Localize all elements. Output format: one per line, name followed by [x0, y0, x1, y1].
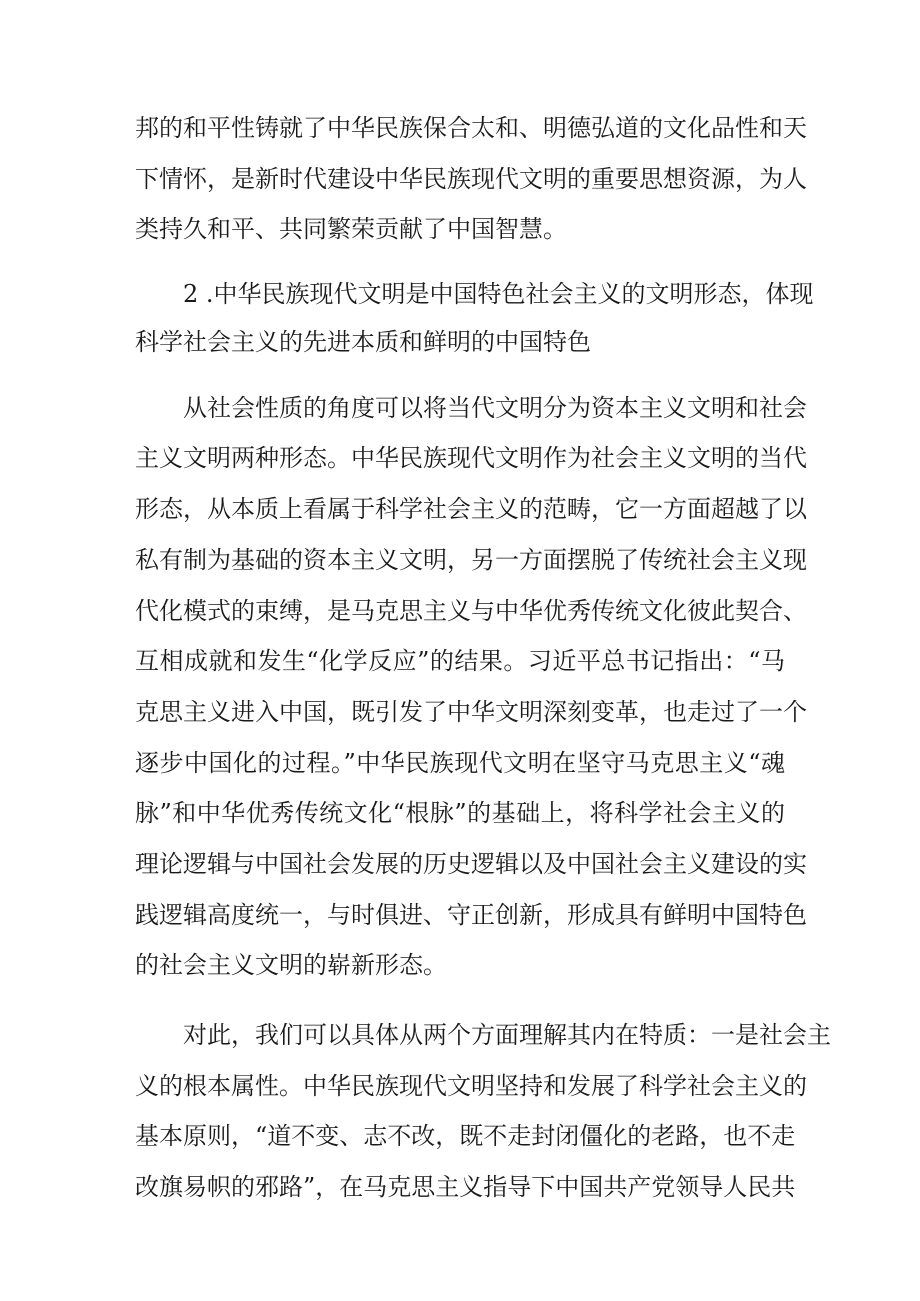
paragraph-1-line-3: 类持久和平、共同繁荣贡献了中国智慧。 — [135, 215, 567, 243]
paragraph-3-line-4: 私有制为基础的资本主义文明，另一方面摆脱了传统社会主义现 — [135, 546, 807, 574]
paragraph-3-line-2: 主义文明两种形态。中华民族现代文明作为社会主义文明的当代 — [135, 444, 807, 472]
paragraph-1-line-1: 邦的和平性铸就了中华民族保合太和、明德弘道的文化品性和天 — [135, 114, 807, 142]
paragraph-3-line-10: 理论逻辑与中国社会发展的历史逻辑以及中国社会主义建设的实 — [135, 850, 807, 878]
paragraph-3-line-9: 脉”和中华优秀传统文化“根脉”的基础上，将科学社会主义的 — [135, 799, 785, 827]
paragraph-3-line-12: 的社会主义文明的崭新形态。 — [135, 951, 447, 979]
paragraph-3-line-6: 互相成就和发生“化学反应”的结果。习近平总书记指出：“马 — [135, 647, 785, 675]
section-heading-line-1: 2 .中华民族现代文明是中国特色社会主义的文明形态，体现 — [183, 280, 814, 308]
paragraph-3-line-1: 从社会性质的角度可以将当代文明分为资本主义文明和社会 — [183, 394, 807, 422]
paragraph-1-line-2: 下情怀，是新时代建设中华民族现代文明的重要思想资源，为人 — [135, 165, 807, 193]
paragraph-3-line-3: 形态，从本质上看属于科学社会主义的范畴，它一方面超越了以 — [135, 495, 807, 523]
paragraph-3-line-8: 逐步中国化的过程。”中华民族现代文明在坚守马克思主义“魂 — [135, 749, 785, 777]
paragraph-4-line-2: 义的根本属性。中华民族现代文明坚持和发展了科学社会主义的 — [135, 1072, 807, 1100]
paragraph-4-line-4: 改旗易帜的邪路”，在马克思主义指导下中国共产党领导人民共 — [135, 1173, 796, 1201]
paragraph-3-line-11: 践逻辑高度统一，与时俱进、守正创新，形成具有鲜明中国特色 — [135, 901, 807, 929]
paragraph-4-line-3: 基本原则，“道不变、志不改，既不走封闭僵化的老路，也不走 — [135, 1122, 796, 1150]
paragraph-3-line-5: 代化模式的束缚，是马克思主义与中华优秀传统文化彼此契合、 — [135, 597, 807, 625]
paragraph-4-line-1: 对此，我们可以具体从两个方面理解其内在特质：一是社会主 — [183, 1021, 831, 1049]
paragraph-3-line-7: 克思主义进入中国，既引发了中华文明深刻变革，也走过了一个 — [135, 698, 807, 726]
section-heading-line-2: 科学社会主义的先进本质和鲜明的中国特色 — [135, 328, 591, 356]
